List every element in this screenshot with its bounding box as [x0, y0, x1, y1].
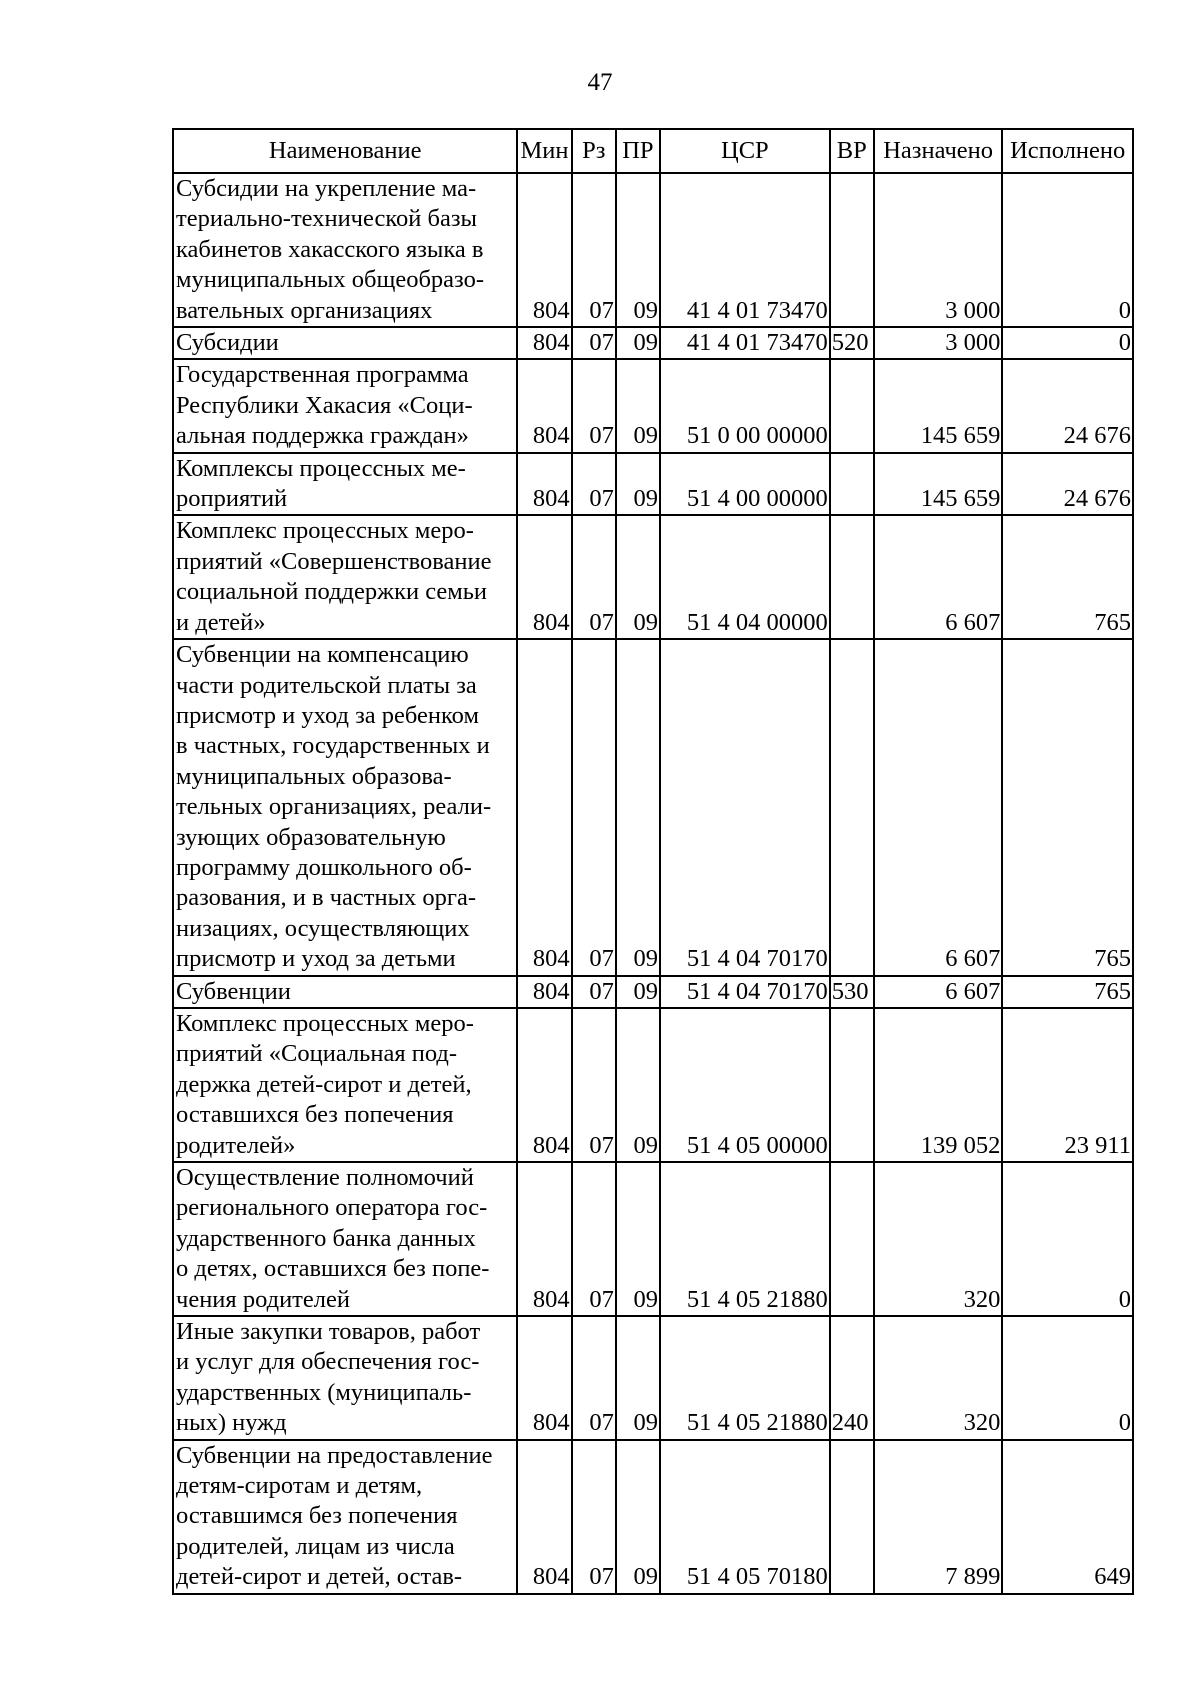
row-vr [830, 515, 874, 639]
row-min: 804 [517, 1008, 571, 1162]
row-naznacheno: 320 [874, 1162, 1003, 1316]
row-rz: 07 [572, 515, 616, 639]
row-vr [830, 1440, 874, 1594]
row-name: Государственная программа Республики Хакасия «Соци- альная поддержка граждан» [173, 359, 517, 452]
row-min: 804 [517, 173, 571, 327]
row-naznacheno: 6 607 [874, 976, 1003, 1008]
table-row [173, 173, 1133, 327]
row-rz: 07 [572, 1162, 616, 1316]
table-header-row [173, 129, 1133, 173]
header-vr: ВР [830, 129, 874, 173]
row-ispolneno: 24 676 [1002, 359, 1133, 452]
header-min: Мин [517, 129, 571, 173]
budget-table [172, 128, 1134, 1595]
row-name: Субвенции на предоставление детям-сиротам и детям, оставшимся без попечения родителей, лицам из числа детей-сирот и детей, остав- [173, 1440, 517, 1594]
row-csr: 51 4 05 21880 [660, 1162, 830, 1316]
row-name: Комплекс процессных меро- приятий «Совершенствование социальной поддержки семьи и детей» [173, 515, 517, 639]
row-ispolneno: 0 [1002, 1316, 1133, 1440]
header-name: Наименование [173, 129, 517, 173]
row-csr: 41 4 01 73470 [660, 327, 830, 359]
row-csr: 51 4 04 70170 [660, 976, 830, 1008]
header-naznacheno: Назначено [874, 129, 1003, 173]
table-row [173, 639, 1133, 975]
row-min: 804 [517, 1162, 571, 1316]
row-ispolneno: 0 [1002, 327, 1133, 359]
row-csr: 51 0 00 00000 [660, 359, 830, 452]
row-name: Субвенции [173, 976, 517, 1008]
row-rz: 07 [572, 327, 616, 359]
row-ispolneno: 765 [1002, 976, 1133, 1008]
row-naznacheno: 145 659 [874, 453, 1003, 516]
header-rz: Рз [572, 129, 616, 173]
row-naznacheno: 3 000 [874, 173, 1003, 327]
row-min: 804 [517, 976, 571, 1008]
row-ispolneno: 649 [1002, 1440, 1133, 1594]
row-name: Субсидии на укрепление ма- териально-технической базы кабинетов хакасского языка в муниципальных общеобразо- вательных организациях [173, 173, 517, 327]
row-pr: 09 [616, 1162, 660, 1316]
row-pr: 09 [616, 1316, 660, 1440]
header-csr: ЦСР [660, 129, 830, 173]
row-pr: 09 [616, 515, 660, 639]
row-naznacheno: 7 899 [874, 1440, 1003, 1594]
row-csr: 51 4 04 00000 [660, 515, 830, 639]
row-pr: 09 [616, 1440, 660, 1594]
row-rz: 07 [572, 453, 616, 516]
row-vr [830, 173, 874, 327]
row-pr: 09 [616, 327, 660, 359]
row-pr: 09 [616, 976, 660, 1008]
row-vr [830, 359, 874, 452]
table-row [173, 1440, 1133, 1594]
row-pr: 09 [616, 1008, 660, 1162]
row-min: 804 [517, 359, 571, 452]
header-pr: ПР [616, 129, 660, 173]
table-row [173, 1316, 1133, 1440]
row-csr: 51 4 05 70180 [660, 1440, 830, 1594]
row-name: Субсидии [173, 327, 517, 359]
row-min: 804 [517, 453, 571, 516]
header-ispolneno: Исполнено [1002, 129, 1133, 173]
row-csr: 51 4 00 00000 [660, 453, 830, 516]
row-rz: 07 [572, 1008, 616, 1162]
row-naznacheno: 6 607 [874, 515, 1003, 639]
row-naznacheno: 6 607 [874, 639, 1003, 975]
row-rz: 07 [572, 976, 616, 1008]
row-ispolneno: 765 [1002, 515, 1133, 639]
row-pr: 09 [616, 453, 660, 516]
row-min: 804 [517, 1316, 571, 1440]
row-min: 804 [517, 515, 571, 639]
row-vr [830, 1008, 874, 1162]
row-rz: 07 [572, 359, 616, 452]
row-vr: 530 [830, 976, 874, 1008]
row-pr: 09 [616, 359, 660, 452]
page-number: 47 [587, 69, 613, 96]
row-rz: 07 [572, 639, 616, 975]
row-naznacheno: 320 [874, 1316, 1003, 1440]
table-row [173, 976, 1133, 1008]
row-ispolneno: 0 [1002, 1162, 1133, 1316]
row-ispolneno: 0 [1002, 173, 1133, 327]
row-rz: 07 [572, 173, 616, 327]
row-pr: 09 [616, 173, 660, 327]
table-row [173, 1008, 1133, 1162]
row-name: Комплекс процессных меро- приятий «Социальная под- держка детей-сирот и детей, оставшихся без попечения родителей» [173, 1008, 517, 1162]
row-min: 804 [517, 639, 571, 975]
row-rz: 07 [572, 1440, 616, 1594]
row-name: Комплексы процессных ме- роприятий [173, 453, 517, 516]
row-rz: 07 [572, 1316, 616, 1440]
row-naznacheno: 139 052 [874, 1008, 1003, 1162]
row-min: 804 [517, 1440, 571, 1594]
table-row [173, 453, 1133, 516]
row-vr: 240 [830, 1316, 874, 1440]
row-pr: 09 [616, 639, 660, 975]
table-row [173, 515, 1133, 639]
row-vr [830, 1162, 874, 1316]
row-name: Субвенции на компенсацию части родительской платы за присмотр и уход за ребенком в частных, государственных и муниципальных образова- тельных организациях, реали- зующих образовательную программу дошкольного об- разования, и в частных орга- низациях, осуществляющих присмотр и уход за детьми [173, 639, 517, 975]
row-vr [830, 639, 874, 975]
row-vr [830, 453, 874, 516]
row-name: Осуществление полномочий регионального оператора гос- ударственного банка данных о детях, оставшихся без попе- чения родителей [173, 1162, 517, 1316]
table-row [173, 359, 1133, 452]
row-ispolneno: 23 911 [1002, 1008, 1133, 1162]
row-name: Иные закупки товаров, работ и услуг для обеспечения гос- ударственных (муниципаль- ных) нужд [173, 1316, 517, 1440]
table-row [173, 1162, 1133, 1316]
table-row [173, 327, 1133, 359]
row-naznacheno: 145 659 [874, 359, 1003, 452]
row-vr: 520 [830, 327, 874, 359]
row-csr: 51 4 05 00000 [660, 1008, 830, 1162]
row-naznacheno: 3 000 [874, 327, 1003, 359]
row-ispolneno: 765 [1002, 639, 1133, 975]
row-ispolneno: 24 676 [1002, 453, 1133, 516]
row-min: 804 [517, 327, 571, 359]
row-csr: 51 4 05 21880 [660, 1316, 830, 1440]
row-csr: 41 4 01 73470 [660, 173, 830, 327]
row-csr: 51 4 04 70170 [660, 639, 830, 975]
